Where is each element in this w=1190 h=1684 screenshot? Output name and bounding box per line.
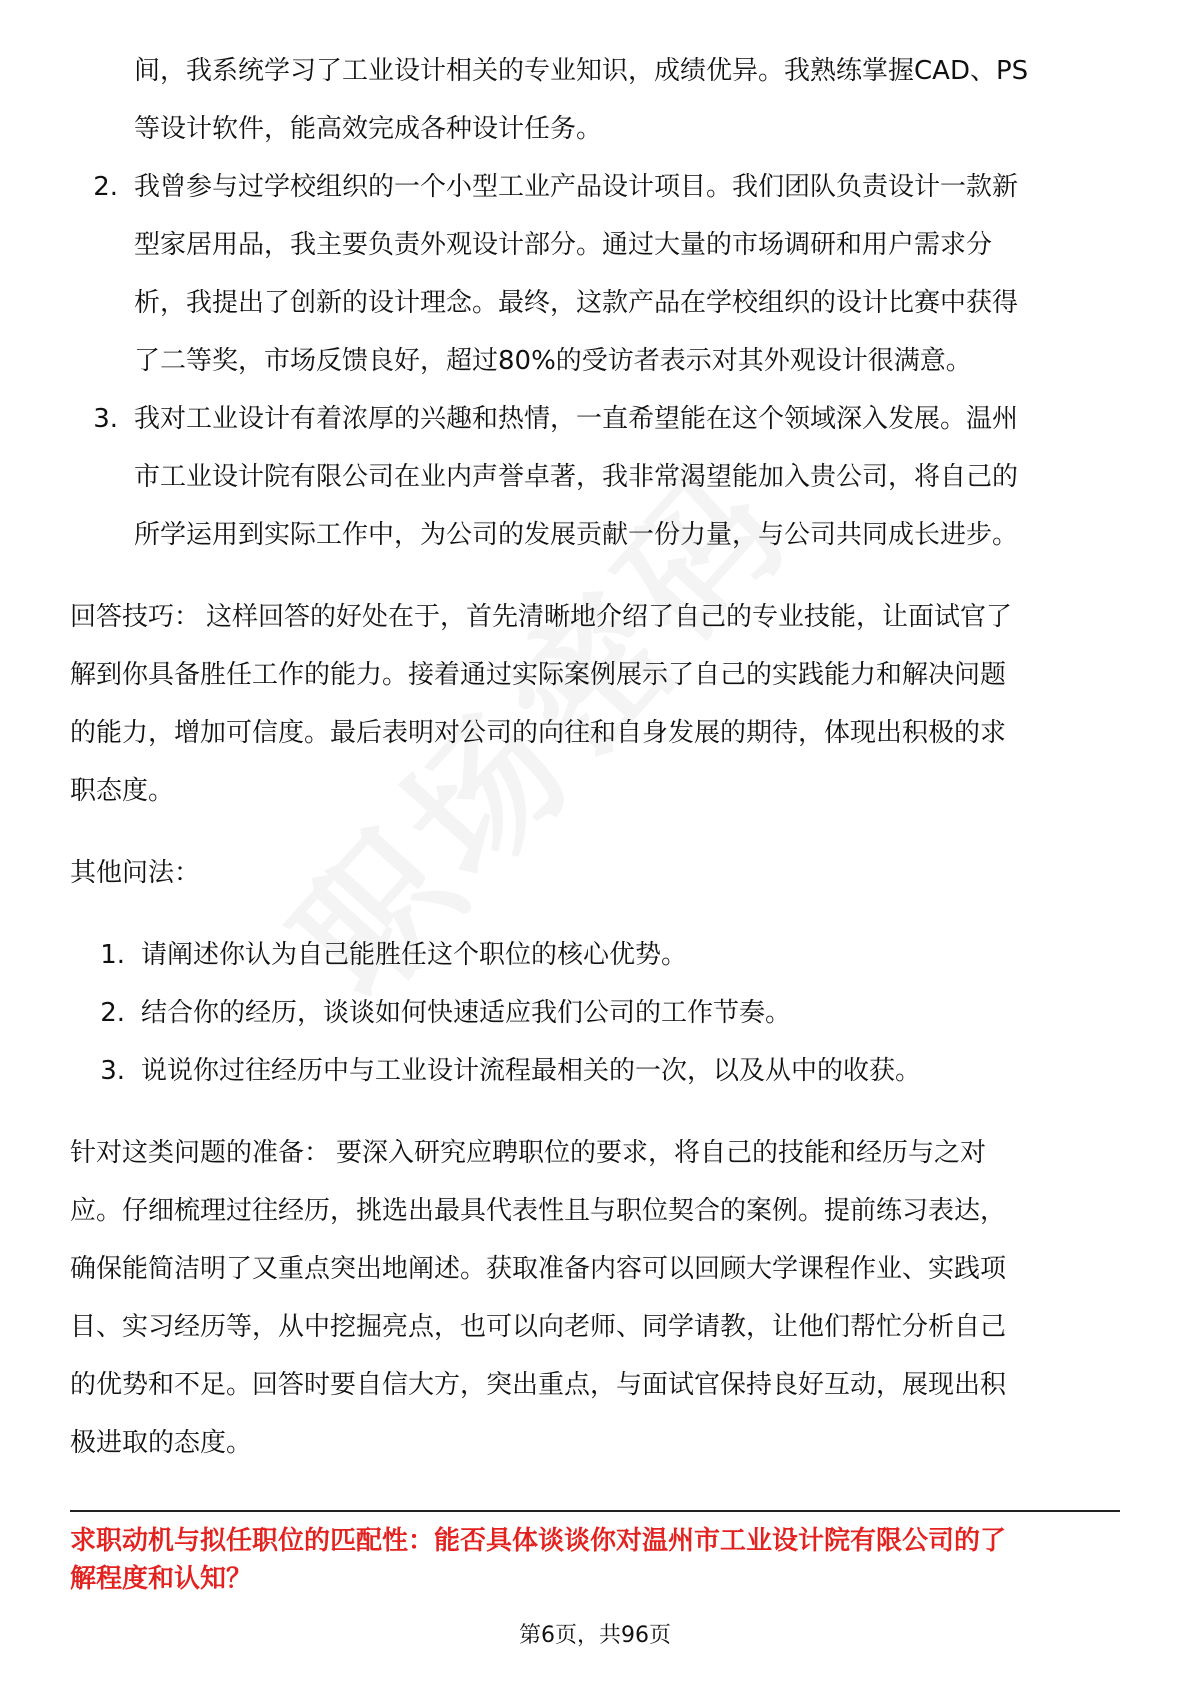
next-question-heading	[70, 1522, 1120, 1598]
answer-list	[70, 42, 1120, 564]
list-text: 结合你的经历，谈谈如何快速适应我们公司的工作节奏。	[141, 998, 792, 1028]
page-number: 第6页，共96页	[519, 1623, 671, 1648]
text-line: 针对这类问题的准备： 要深入研究应聘职位的要求，将自己的技能和经历与之对	[70, 1138, 987, 1168]
text-line: 职态度。	[70, 776, 175, 806]
list-number: 3.	[100, 1056, 125, 1086]
text-line: 所学运用到实际工作中，为公司的发展贡献一份力量，与公司共同成长进步。	[134, 520, 1019, 550]
list-number: 1.	[100, 940, 125, 970]
prep-label: 针对这类问题的准备：	[70, 1138, 331, 1168]
text-line: 间，我系统学习了工业设计相关的专业知识，成绩优异。我熟练掌握CAD、PS	[134, 56, 1029, 86]
list-item	[70, 390, 1120, 564]
list-number: 2.	[93, 172, 118, 202]
list-item	[70, 926, 1120, 984]
text-line: 目、实习经历等，从中挖掘亮点，也可以向老师、同学请教，让他们帮忙分析自己	[70, 1312, 1007, 1342]
other-questions-list	[70, 926, 1120, 1100]
text-line: 极进取的态度。	[70, 1428, 253, 1458]
text-line: 型家居用品，我主要负责外观设计部分。通过大量的市场调研和用户需求分	[134, 230, 993, 260]
answer-tips	[70, 588, 1120, 820]
text-line: 回答技巧： 这样回答的好处在于，首先清晰地介绍了自己的专业技能，让面试官了	[70, 602, 1013, 632]
preparation-advice	[70, 1124, 1120, 1472]
tips-label: 回答技巧：	[70, 602, 201, 632]
text-line: 应。仔细梳理过往经历，挑选出最具代表性且与职位契合的案例。提前练习表达，	[70, 1196, 1007, 1226]
list-item	[70, 984, 1120, 1042]
text-line: 了二等奖，市场反馈良好，超过80%的受访者表示对其外观设计很满意。	[134, 346, 972, 376]
list-text	[134, 42, 1120, 158]
text-line: 析，我提出了创新的设计理念。最终，这款产品在学校组织的设计比赛中获得	[134, 288, 1019, 318]
text-line: 等设计软件，能高效完成各种设计任务。	[134, 114, 603, 144]
list-number: 2.	[100, 998, 125, 1028]
list-text: 请阐述你认为自己能胜任这个职位的核心优势。	[141, 940, 688, 970]
page-content	[70, 42, 1120, 1472]
text-line: 我曾参与过学校组织的一个小型工业产品设计项目。我们团队负责设计一款新	[134, 172, 1019, 202]
list-number: 3.	[93, 404, 118, 434]
text-line: 我对工业设计有着浓厚的兴趣和热情，一直希望能在这个领域深入发展。温州	[134, 404, 1019, 434]
list-number	[70, 42, 134, 158]
other-questions-title: 其他问法：	[70, 858, 201, 888]
text-line: 确保能简洁明了又重点突出地阐述。获取准备内容可以回顾大学课程作业、实践项	[70, 1254, 1007, 1284]
list-text	[134, 158, 1120, 390]
text-line: 的能力，增加可信度。最后表明对公司的向往和自身发展的期待，体现出积极的求	[70, 718, 1007, 748]
list-item	[70, 1042, 1120, 1100]
text-line: 市工业设计院有限公司在业内声誉卓著，我非常渴望能加入贵公司，将自己的	[134, 462, 1019, 492]
text-line: 解程度和认知？	[70, 1564, 253, 1594]
text-line: 的优势和不足。回答时要自信大方，突出重点，与面试官保持良好互动，展现出积	[70, 1370, 1007, 1400]
text-line: 求职动机与拟任职位的匹配性：能否具体谈谈你对温州市工业设计院有限公司的了	[70, 1526, 1007, 1556]
text-line: 解到你具备胜任工作的能力。接着通过实际案例展示了自己的实践能力和解决问题	[70, 660, 1007, 690]
divider	[70, 1510, 1120, 1512]
list-text: 说说你过往经历中与工业设计流程最相关的一次，以及从中的收获。	[141, 1056, 922, 1086]
list-item	[70, 42, 1120, 158]
list-item	[70, 158, 1120, 390]
list-text	[134, 390, 1120, 564]
